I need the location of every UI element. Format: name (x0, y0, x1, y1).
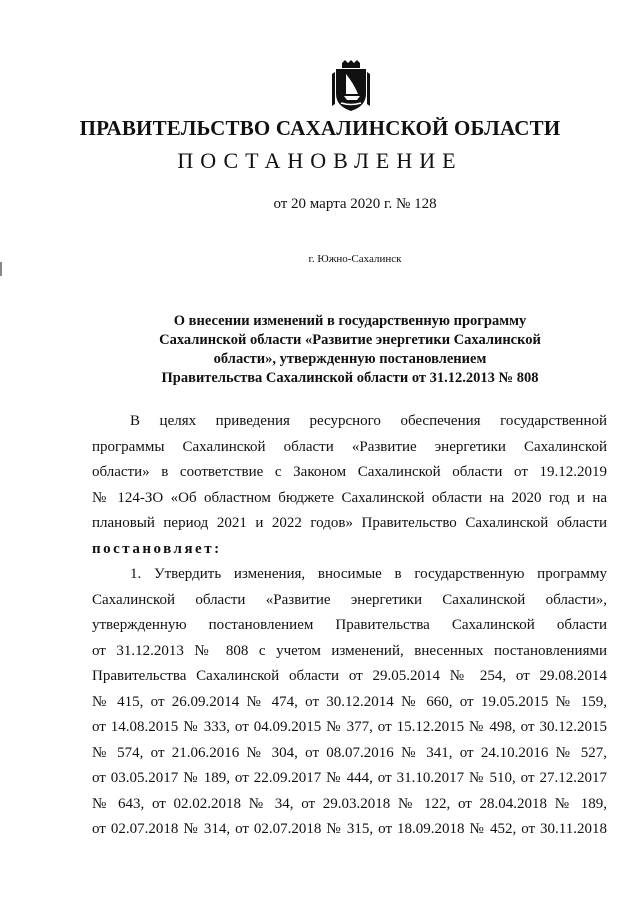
government-name: ПРАВИТЕЛЬСТВО САХАЛИНСКОЙ ОБЛАСТИ (79, 116, 561, 140)
body-line: В целях приведения ресурсного обеспечения государственной (130, 413, 607, 429)
body-line: от 14.08.2015 № 333, от 04.09.2015 № 377, от 15.12.2015 № 498, от 30.12.2015 (92, 719, 607, 735)
subject-line: Правительства Сахалинской области от 31.12.2013 № 808 (161, 370, 539, 386)
document-body (92, 409, 607, 843)
body-line: № 124-ЗО «Об областном бюджете Сахалинской области на 2020 год и на (92, 489, 607, 506)
body-line: Сахалинской области «Развитие энергетики Сахалинской области», (92, 591, 607, 608)
body-line: утвержденную постановлением Правительства Сахалинской области (92, 617, 607, 633)
body-line: программы Сахалинской области «Развитие энергетики Сахалинской (92, 438, 607, 455)
body-line: от 02.07.2018 № 314, от 02.07.2018 № 315, от 18.09.2018 № 452, от 30.11.2018 (92, 821, 607, 837)
body-line: № 415, от 26.09.2014 № 474, от 30.12.2014 № 660, от 19.05.2015 № 159, (92, 693, 607, 710)
document-subject (150, 312, 550, 388)
subject-line: О внесении изменений в государственную программу (173, 313, 527, 329)
subject-line: области», утвержденную постановлением (213, 351, 487, 367)
document-date-number: от 20 марта 2020 г. № 128 (273, 196, 437, 212)
body-line: Правительства Сахалинской области от 29.05.2014 № 254, от 29.08.2014 (92, 668, 607, 684)
coat-of-arms-icon (329, 60, 373, 112)
document-type: ПОСТАНОВЛЕНИЕ (177, 148, 463, 173)
body-line: области» в соответствие с Законом Сахалинской области от 19.12.2019 (92, 464, 607, 480)
body-line: плановый период 2021 и 2022 годов» Правительство Сахалинской области (92, 515, 607, 531)
body-line: от 03.05.2017 № 189, от 22.09.2017 № 444, от 31.10.2017 № 510, от 27.12.2017 (92, 770, 607, 786)
body-line: № 574, от 21.06.2016 № 304, от 08.07.2016 № 341, от 24.10.2016 № 527, (92, 744, 607, 761)
body-line: от 31.12.2013 № 808 с учетом изменений, внесенных постановлениями (92, 642, 607, 659)
document-place: г. Южно-Сахалинск (308, 253, 402, 265)
subject-line: Сахалинской области «Развитие энергетики Сахалинской (159, 332, 541, 348)
body-line: № 643, от 02.02.2018 № 34, от 29.03.2018 № 122, от 28.04.2018 № 189, (92, 795, 607, 812)
resolution-keyword: постановляет: (92, 540, 222, 557)
body-line: 1. Утвердить изменения, вносимые в государственную программу (130, 566, 607, 582)
